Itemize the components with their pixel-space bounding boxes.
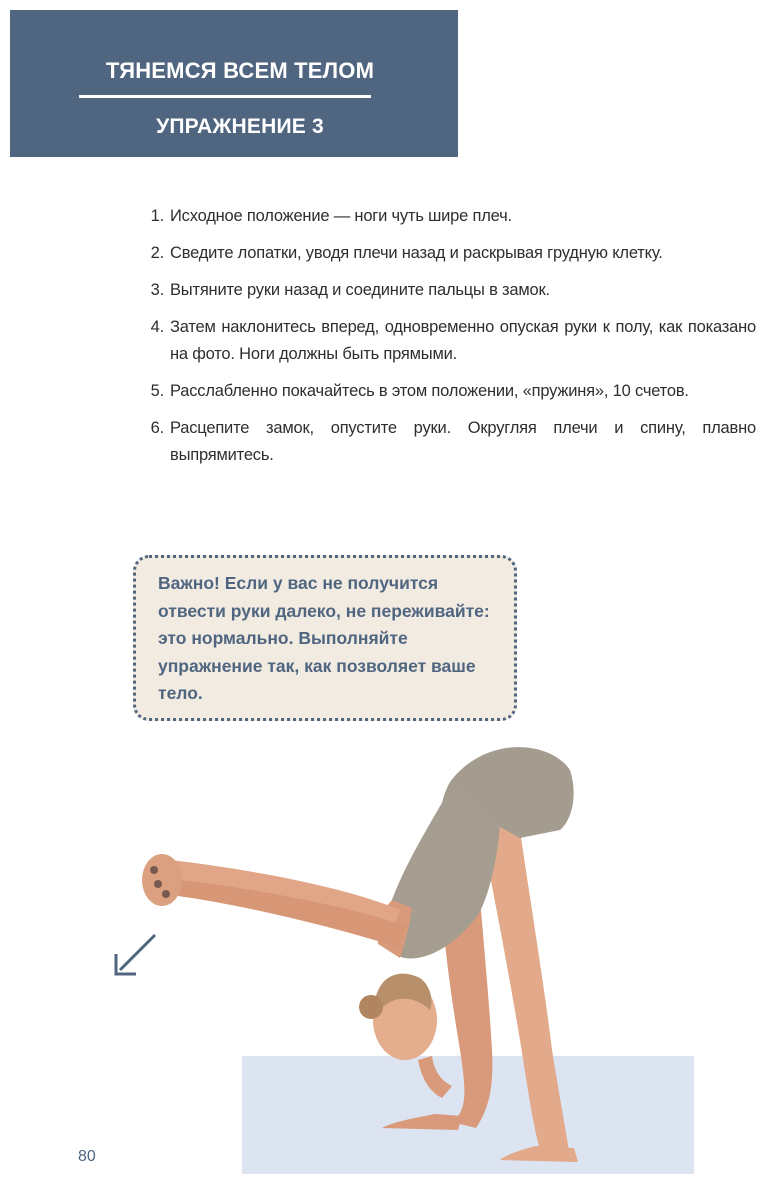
step-text: Затем наклонитесь вперед, одновременно опуская руки к полу, как показано на фото. Ноги должны быть прямыми. xyxy=(170,318,756,363)
step-text: Вытяните руки назад и соедините пальцы в замок. xyxy=(170,281,550,299)
step-text: Расцепите замок, опустите руки. Округляя плечи и спину, плавно выпрямитесь. xyxy=(170,419,756,464)
step-6 xyxy=(138,415,756,469)
step-4 xyxy=(138,314,756,368)
note-text: Важно! Если у вас не получится отвести руки далеко, не переживайте: это нормально. Выполняйте упражнение так, как позволяет ваше тело. xyxy=(158,573,490,703)
step-text: Исходное положение — ноги чуть шире плеч. xyxy=(170,207,512,225)
step-2 xyxy=(138,240,756,267)
direction-arrow-icon xyxy=(116,935,155,974)
page-number: 80 xyxy=(78,1148,96,1165)
step-5 xyxy=(138,378,756,405)
chapter-title: ТЯНЕМСЯ ВСЕМ ТЕЛОМ xyxy=(105,58,375,83)
exercise-steps xyxy=(138,203,756,479)
step-number: 6. xyxy=(150,419,164,437)
chapter-header xyxy=(10,10,458,157)
step-3 xyxy=(138,277,756,304)
step-number: 4. xyxy=(150,318,164,336)
exercise-photo xyxy=(100,730,700,1180)
step-number: 1. xyxy=(150,207,164,225)
step-1 xyxy=(138,203,756,230)
important-note xyxy=(133,555,517,721)
exercise-title: УПРАЖНЕНИЕ 3 xyxy=(156,115,324,138)
step-number: 3. xyxy=(150,281,164,299)
step-text: Расслабленно покачайтесь в этом положении, «пружиня», 10 счетов. xyxy=(170,382,689,400)
step-text: Сведите лопатки, уводя плечи назад и раскрывая грудную клетку. xyxy=(170,244,663,262)
step-number: 2. xyxy=(150,244,164,262)
step-number: 5. xyxy=(150,382,164,400)
header-divider xyxy=(79,95,371,98)
